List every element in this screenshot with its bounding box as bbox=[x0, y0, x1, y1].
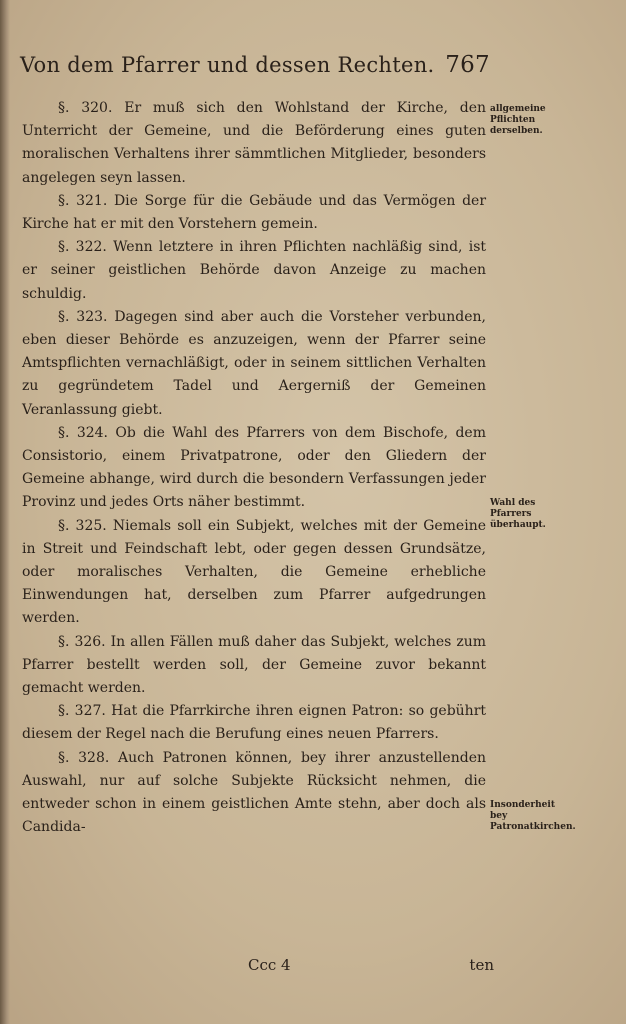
paragraph-327 bbox=[22, 700, 486, 746]
section-number: §. 327. bbox=[58, 703, 106, 720]
printer-signature: Ccc 4 bbox=[248, 956, 291, 974]
section-number: §. 328. bbox=[58, 749, 110, 766]
paragraph-323 bbox=[22, 306, 486, 422]
paragraph-text: Ob die Wahl des Pfarrers von dem Bischofe, dem Consistorio, einem Privatpatrone, oder den Gliedern der Gemeine abhange, wird durch die besondern Verfassungen jeder Provinz und jedes Orts näher bestimmt. bbox=[22, 424, 486, 511]
paragraph-328 bbox=[22, 747, 486, 840]
page-gutter-shadow bbox=[0, 0, 10, 1024]
paragraph-320 bbox=[22, 97, 486, 190]
section-number: §. 324. bbox=[58, 424, 108, 441]
paragraph-text: Die Sorge für die Gebäude und das Vermögen der Kirche hat er mit den Vorstehern gemein. bbox=[22, 192, 487, 233]
paragraph-322 bbox=[22, 236, 486, 306]
paragraph-text: Hat die Pfarrkirche ihren eignen Patron: so gebührt diesem der Regel nach die Berufung eines neuen Pfarrers. bbox=[22, 703, 487, 743]
page-number: 767 bbox=[445, 52, 490, 78]
paragraph-325 bbox=[22, 515, 486, 631]
body-text bbox=[22, 97, 486, 840]
margin-note-patronage: Insonderheit bey Patronatkirchen. bbox=[490, 800, 576, 832]
paragraph-text: Auch Patronen können, bey ihrer anzustellenden Auswahl, nur auf solche Subjekte Rücksicht nehmen, die entweder schon in einem geistlichen Amte stehn, aber doch als Candida- bbox=[22, 749, 486, 836]
paragraph-text: Niemals soll ein Subjekt, welches mit der Gemeine in Streit und Feindschaft lebt, oder gegen dessen Grundsätze, oder moralisches Verhalten, die Gemeine erhebliche Einwendungen hat, derselben zum Pfarrer aufgedrungen werden. bbox=[22, 517, 486, 627]
paragraph-326 bbox=[22, 631, 486, 701]
paragraph-text: In allen Fällen muß daher das Subjekt, welches zum Pfarrer bestellt werden soll, der Gemeine zuvor bekannt gemacht werden. bbox=[22, 633, 487, 697]
paragraph-text: Dagegen sind aber auch die Vorsteher verbunden, eben dieser Behörde es anzuzeigen, wenn der Pfarrer seine Amtspflichten vernachläßigt, oder in seinem sittlichen Verhalten zu gegründetem Tadel und Aergerniß der Gemeinen Veranlassung giebt. bbox=[22, 308, 486, 418]
running-head bbox=[20, 52, 490, 86]
margin-note-duties: allgemeine Pflichten derselben. bbox=[490, 104, 546, 136]
running-head-title: Von dem Pfarrer und dessen Rechten. bbox=[20, 53, 435, 77]
section-number: §. 325. bbox=[58, 517, 107, 534]
section-number: §. 320. bbox=[58, 100, 113, 116]
margin-note-election: Wahl des Pfarrers überhaupt. bbox=[490, 498, 546, 530]
paragraph-321 bbox=[22, 190, 486, 236]
paragraph-text: Er muß sich den Wohlstand der Kirche, den Unterricht der Gemeine, und die Beförderung eines guten moralischen Verhaltens ihrer sämmtlichen Mitglieder, besonders angelegen seyn lassen. bbox=[22, 100, 487, 186]
paragraph-324 bbox=[22, 422, 486, 515]
section-number: §. 321. bbox=[58, 192, 108, 209]
paragraph-text: Wenn letztere in ihren Pflichten nachläßig sind, ist er seiner geistlichen Behörde davon Anzeige zu machen schuldig. bbox=[22, 239, 486, 302]
section-number: §. 322. bbox=[58, 239, 107, 256]
section-number: §. 326. bbox=[58, 633, 106, 650]
section-number: §. 323. bbox=[58, 308, 108, 325]
catchword: ten bbox=[469, 956, 494, 974]
page-footer bbox=[20, 956, 494, 980]
